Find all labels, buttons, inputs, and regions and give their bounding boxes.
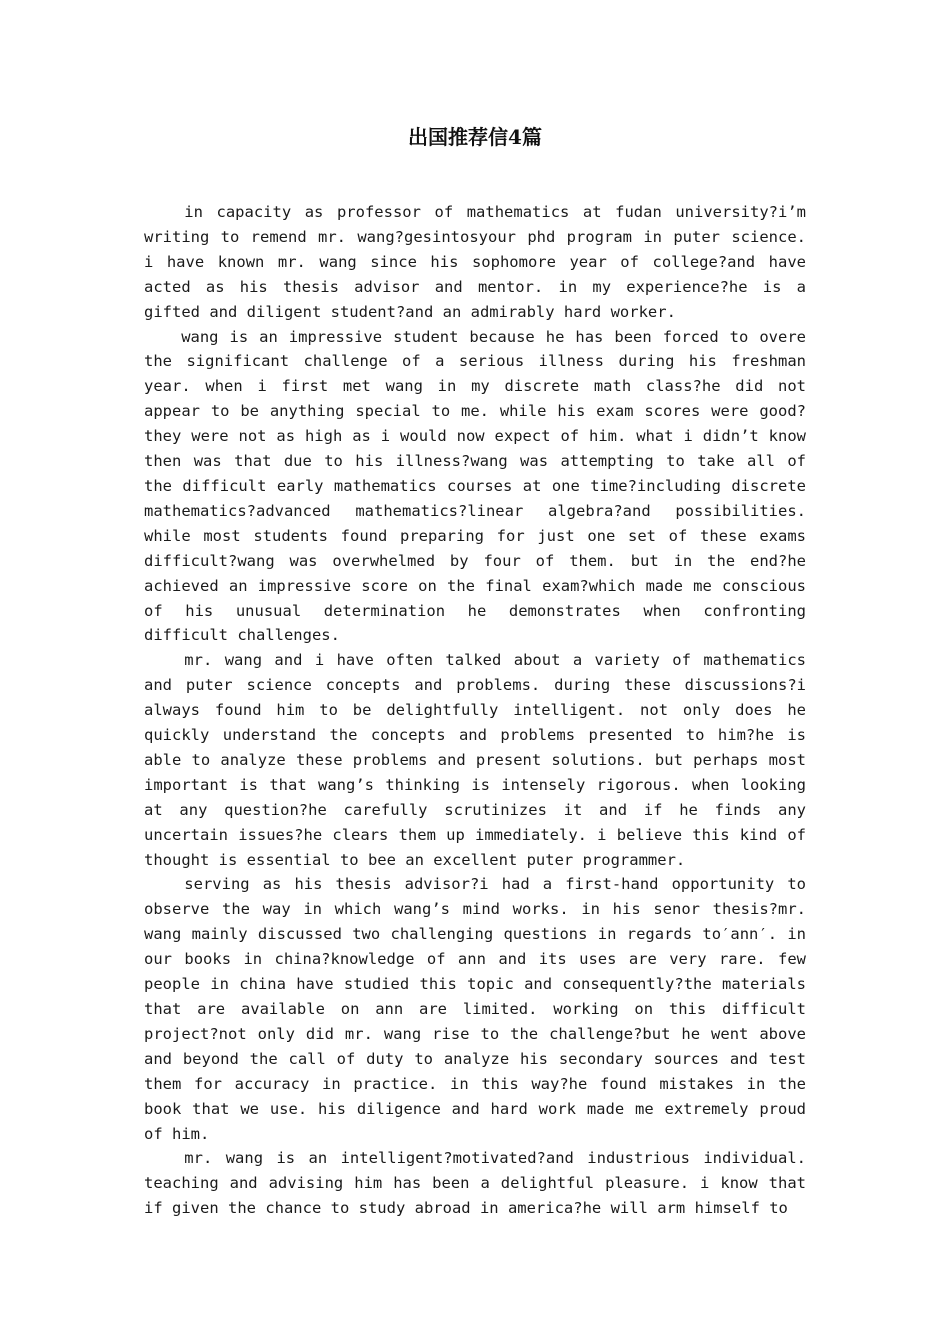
paragraph-2: wang is an impressive student because he has been forced to overe the significant challenge of a serious illness during his freshman year. when i first met wang in my discrete math class?he did not appear to be anything special to me. while his exam scores were good?they were not as high as i would now expect of him. what i didn’t know then was that due to his illness?wang was attempting to take all of the difficult early mathematics courses at one time?including discrete mathematics?advanced mathematics?linear algebra?and possibilities. while most students found preparing for just one set of these exams difficult?wang was overwhelmed by four of them. but in the end?he achieved an impressive score on the final exam?which made me conscious of his unusual determination he demonstrates when confronting difficult challenges.	[144, 327, 806, 645]
letter-body	[144, 200, 806, 1221]
paragraph-3: mr. wang and i have often talked about a variety of mathematics and puter science concepts and problems. during these discussions?i always found him to be delightfully intelligent. not only does he quickly understand the concepts and problems presented to him?he is able to analyze these problems and present solutions. but perhaps most important is that wang’s thinking is intensely rigorous. when looking at any question?he carefully scrutinizes it and if he finds any uncertain issues?he clears them up immediately. i believe this kind of thought is essential to bee an excellent puter programmer.	[144, 651, 806, 869]
document-title: 出国推荐信4篇	[408, 125, 542, 149]
paragraph-4: serving as his thesis advisor?i had a first-hand opportunity to observe the way in which wang’s mind works. in his senor thesis?mr. wang mainly discussed two challenging questions in regards to′ann′. in our books in china?knowledge of ann and its uses are very rare. few people in china have studied this topic and consequently?the materials that are available on ann are limited. working on this difficult project?not only did mr. wang rise to the challenge?but he went above and beyond the call of duty to analyze his secondary sources and test them for accuracy in practice. in this way?he found mistakes in the book that we use. his diligence and hard work made me extremely proud of him.	[144, 875, 806, 1143]
paragraph-1: in capacity as professor of mathematics at fudan university?i’m writing to remend mr. wang?gesintosyour phd program in puter science. i have known mr. wang since his sophomore year of college?and have acted as his thesis advisor and mentor. in my experience?he is a gifted and diligent student?and an admirably hard worker.	[144, 203, 806, 321]
paragraph-5: mr. wang is an intelligent?motivated?and industrious individual. teaching and advising him has been a delightful pleasure. i know that if given the chance to study abroad in america?he will arm himself to	[144, 1149, 806, 1218]
